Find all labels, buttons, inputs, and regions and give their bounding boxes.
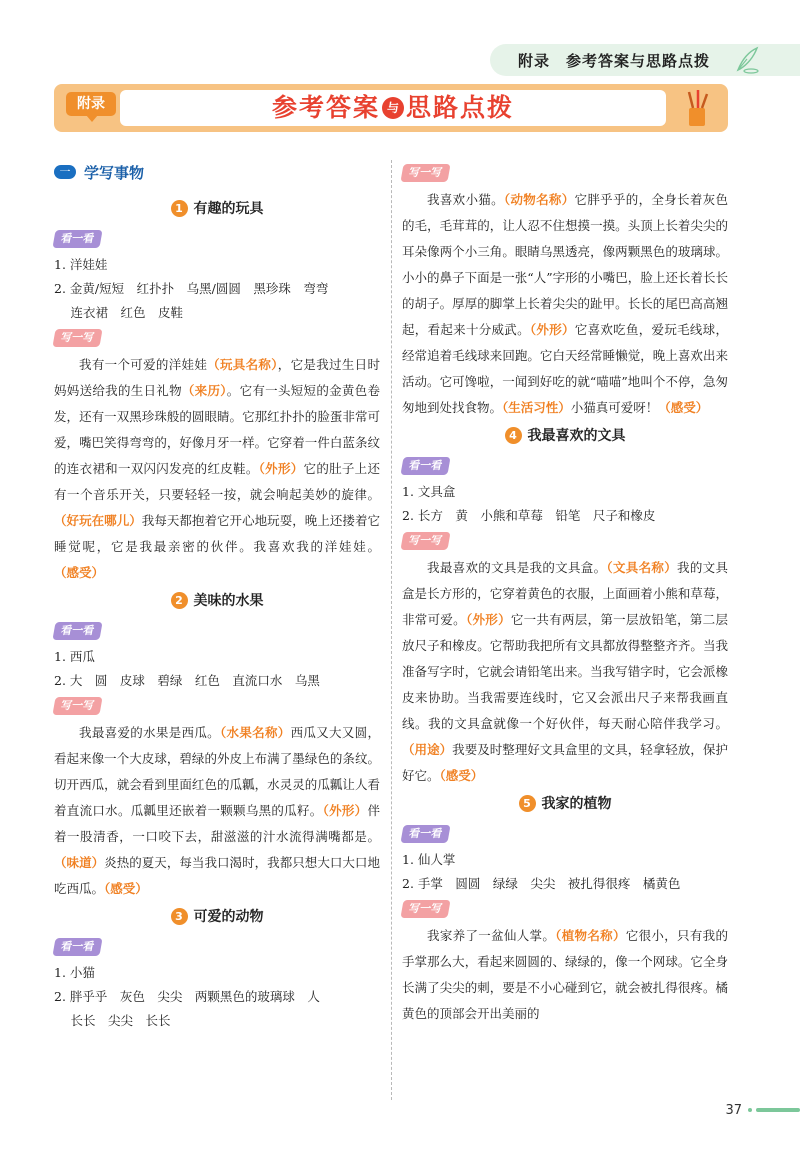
subsection-title-text: 美味的水果 bbox=[193, 593, 264, 609]
essay-hint: （感受） bbox=[54, 565, 105, 580]
essay-hint: （文具名称） bbox=[606, 560, 678, 575]
essay-hint: （外形） bbox=[258, 461, 304, 476]
essay-text: 它喜欢吃鱼，爱玩毛线球，经常追着毛线球来回跑。它白天经常睡懒觉，晚上喜欢出来活动。它可馋啦，一闻到好吃的就“喵喵”地叫个不停，急匆匆地到处找食物。 bbox=[402, 322, 728, 415]
subsection-title-4 bbox=[402, 423, 728, 449]
model-essay bbox=[402, 187, 728, 421]
title-banner bbox=[54, 84, 728, 132]
essay-hint: （外形） bbox=[529, 322, 575, 337]
essay-hint: （生活习性） bbox=[502, 400, 571, 415]
essay-text: 它很小，只有我的手掌那么大，看起来圆圆的、绿绿的，像一个网球。它全身长满了尖尖的刺，要是不小心碰到它，就会被扎得很疼。橘黄色的顶部会开出美丽的 bbox=[402, 928, 728, 1021]
page-footer bbox=[725, 1100, 800, 1120]
essay-hint: （玩具名称） bbox=[207, 357, 278, 372]
subsection-number: 1 bbox=[171, 200, 188, 217]
quill-pen-icon bbox=[734, 46, 760, 74]
essay-text: 我的文具盒是长方形的，它穿着黄色的衣服，上面画着小熊和草莓，非常可爱。 bbox=[402, 560, 728, 627]
answer-line: 1. 洋娃娃 bbox=[54, 257, 108, 272]
write-label: 写一写 bbox=[400, 532, 450, 550]
banner-title-part-b: 思路点拨 bbox=[406, 93, 515, 122]
subsection-number: 3 bbox=[171, 908, 188, 925]
answer-line: 2. 手掌 圆圆 绿绿 尖尖 被扎得很疼 橘黄色 bbox=[402, 876, 681, 891]
write-label: 写一写 bbox=[52, 329, 102, 347]
essay-text: 我家养了一盆仙人掌。 bbox=[427, 928, 556, 943]
look-label: 看一看 bbox=[52, 230, 102, 248]
essay-hint: （来历） bbox=[181, 383, 227, 398]
essay-text: 它的肚子上还有一个音乐开关，只要轻轻一按，就会响起美妙的旋律。 bbox=[54, 461, 380, 502]
running-header bbox=[490, 44, 800, 76]
essay-hint: （好玩在哪儿） bbox=[54, 513, 142, 528]
essay-hint: （外形） bbox=[465, 612, 511, 627]
model-essay bbox=[54, 352, 380, 586]
subsection-title-1 bbox=[54, 196, 380, 222]
appendix-tag: 附录 bbox=[66, 92, 116, 116]
running-header-text: 附录 参考答案与思路点拨 bbox=[518, 51, 711, 70]
essay-hint: （用途） bbox=[402, 742, 453, 757]
essay-text: 我要及时整理好文具盒里的文具，轻拿轻放，保护好它。 bbox=[402, 742, 728, 783]
essay-hint: （植物名称） bbox=[555, 928, 626, 943]
column-divider bbox=[391, 160, 392, 1100]
look-label: 看一看 bbox=[400, 457, 450, 475]
essay-text: 它胖乎乎的，全身长着灰色的毛，毛茸茸的，让人忍不住想摸一摸。头顶上长着尖尖的耳朵像两个小三角。眼睛乌黑透亮，像两颗黑色的玻璃球。小小的鼻子下面是一张“人”字形的小嘴巴，脸上还长着长长的胡子。厚厚的脚掌上长着尖尖的趾甲。长长的尾巴高高翘起，看起来十分威武。 bbox=[402, 192, 728, 337]
essay-text: 我喜欢小猫。 bbox=[427, 192, 504, 207]
page-number: 37 bbox=[725, 1102, 742, 1118]
essay-text: 它一共有两层，第一层放铅笔，第二层放尺子和橡皮。它帮助我把所有文具都放得整整齐齐。当我准备写字时，它就会请铅笔出来。当我写错字时，它会派橡皮来协助。当我需要连线时，它又会派出尺子来帮我画直线。我的文具盒就像一个好伙伴，每天耐心陪伴我学习。 bbox=[402, 612, 728, 731]
model-essay bbox=[54, 720, 380, 902]
look-label: 看一看 bbox=[52, 938, 102, 956]
footer-bar bbox=[756, 1108, 800, 1112]
essay-text: 。它有一头短短的金黄色卷发，还有一双黑珍珠般的圆眼睛。它那红扑扑的脸蛋非常可爱，嘴巴笑得弯弯的，好像月牙一样。它穿着一件白蓝条纹的连衣裙和一双闪闪发亮的红皮鞋。 bbox=[54, 383, 380, 476]
answer-line: 2. 金黄/短短 红扑扑 乌黑/圆圆 黑珍珠 弯弯 bbox=[54, 281, 329, 296]
answer-line: 2. 胖乎乎 灰色 尖尖 两颗黑色的玻璃球 人 bbox=[54, 989, 320, 1004]
essay-hint: （感受） bbox=[439, 768, 484, 783]
essay-text: 小猫真可爱呀！ bbox=[570, 400, 659, 415]
answer-line: 连衣裙 红色 皮鞋 bbox=[54, 305, 183, 320]
essay-text: 我最喜爱的水果是西瓜。 bbox=[79, 725, 220, 740]
essay-hint: （水果名称） bbox=[219, 725, 291, 740]
essay-text: 伴着一股清香，一口咬下去，甜滋滋的汁水流得满嘴都是。 bbox=[54, 803, 380, 844]
write-label: 写一写 bbox=[400, 164, 450, 182]
answer-line: 长长 尖尖 长长 bbox=[54, 1013, 171, 1028]
essay-text: 西瓜又大又圆，看起来像一个大皮球，碧绿的外皮上布满了墨绿色的条纹。切开西瓜，就会看到里面红色的瓜瓤，水灵灵的瓜瓤让人看着直流口水。瓜瓤里还嵌着一颗颗乌黑的瓜籽。 bbox=[54, 725, 380, 818]
answer-line: 1. 西瓜 bbox=[54, 649, 95, 664]
essay-hint: （感受） bbox=[104, 881, 148, 896]
banner-title-box bbox=[120, 90, 666, 126]
subsection-number: 5 bbox=[519, 795, 536, 812]
answer-line: 2. 长方 黄 小熊和草莓 铅笔 尺子和橡皮 bbox=[402, 508, 656, 523]
essay-text: 炎热的夏天，每当我口渴时，我都只想大口大口地吃西瓜。 bbox=[54, 855, 380, 896]
answer-line: 1. 文具盒 bbox=[402, 484, 456, 499]
look-label: 看一看 bbox=[52, 622, 102, 640]
answer-line: 1. 仙人掌 bbox=[402, 852, 456, 867]
subsection-title-text: 我家的植物 bbox=[541, 796, 612, 812]
subsection-number: 2 bbox=[171, 592, 188, 609]
essay-text: ，它是我过生日时妈妈送给我的生日礼物 bbox=[54, 357, 380, 398]
essay-hint: （味道） bbox=[54, 855, 105, 870]
essay-hint: （动物名称） bbox=[503, 192, 575, 207]
write-label: 写一写 bbox=[400, 900, 450, 918]
essay-hint: （外形） bbox=[322, 803, 368, 818]
section-number: 一 bbox=[54, 165, 76, 179]
subsection-title-text: 可爱的动物 bbox=[193, 909, 264, 925]
write-label: 写一写 bbox=[52, 697, 102, 715]
banner-yu-circle: 与 bbox=[382, 97, 404, 119]
essay-text: 我每天都抱着它开心地玩耍，晚上还搂着它睡觉呢，它是我最亲密的伙伴。我喜欢我的洋娃娃。 bbox=[54, 513, 380, 554]
footer-dot bbox=[748, 1108, 752, 1112]
section-heading bbox=[54, 160, 380, 184]
essay-hint: （感受） bbox=[658, 400, 709, 415]
banner-title-part-a: 参考答案 bbox=[271, 93, 380, 122]
section-title: 学写事物 bbox=[84, 163, 145, 182]
model-essay bbox=[402, 555, 728, 789]
pencil-cup-icon bbox=[680, 88, 714, 128]
subsection-title-text: 有趣的玩具 bbox=[193, 201, 264, 217]
left-column bbox=[54, 160, 380, 1033]
subsection-number: 4 bbox=[505, 427, 522, 444]
answer-line: 2. 大 圆 皮球 碧绿 红色 直流口水 乌黑 bbox=[54, 673, 320, 688]
subsection-title-2 bbox=[54, 588, 380, 614]
subsection-title-5 bbox=[402, 791, 728, 817]
essay-text: 我最喜欢的文具是我的文具盒。 bbox=[427, 560, 607, 575]
model-essay bbox=[402, 923, 728, 1027]
answer-line: 1. 小猫 bbox=[54, 965, 95, 980]
right-column bbox=[402, 160, 728, 1027]
subsection-title-text: 我最喜欢的文具 bbox=[527, 428, 626, 444]
subsection-title-3 bbox=[54, 904, 380, 930]
essay-text: 我有一个可爱的洋娃娃 bbox=[79, 357, 208, 372]
look-label: 看一看 bbox=[400, 825, 450, 843]
